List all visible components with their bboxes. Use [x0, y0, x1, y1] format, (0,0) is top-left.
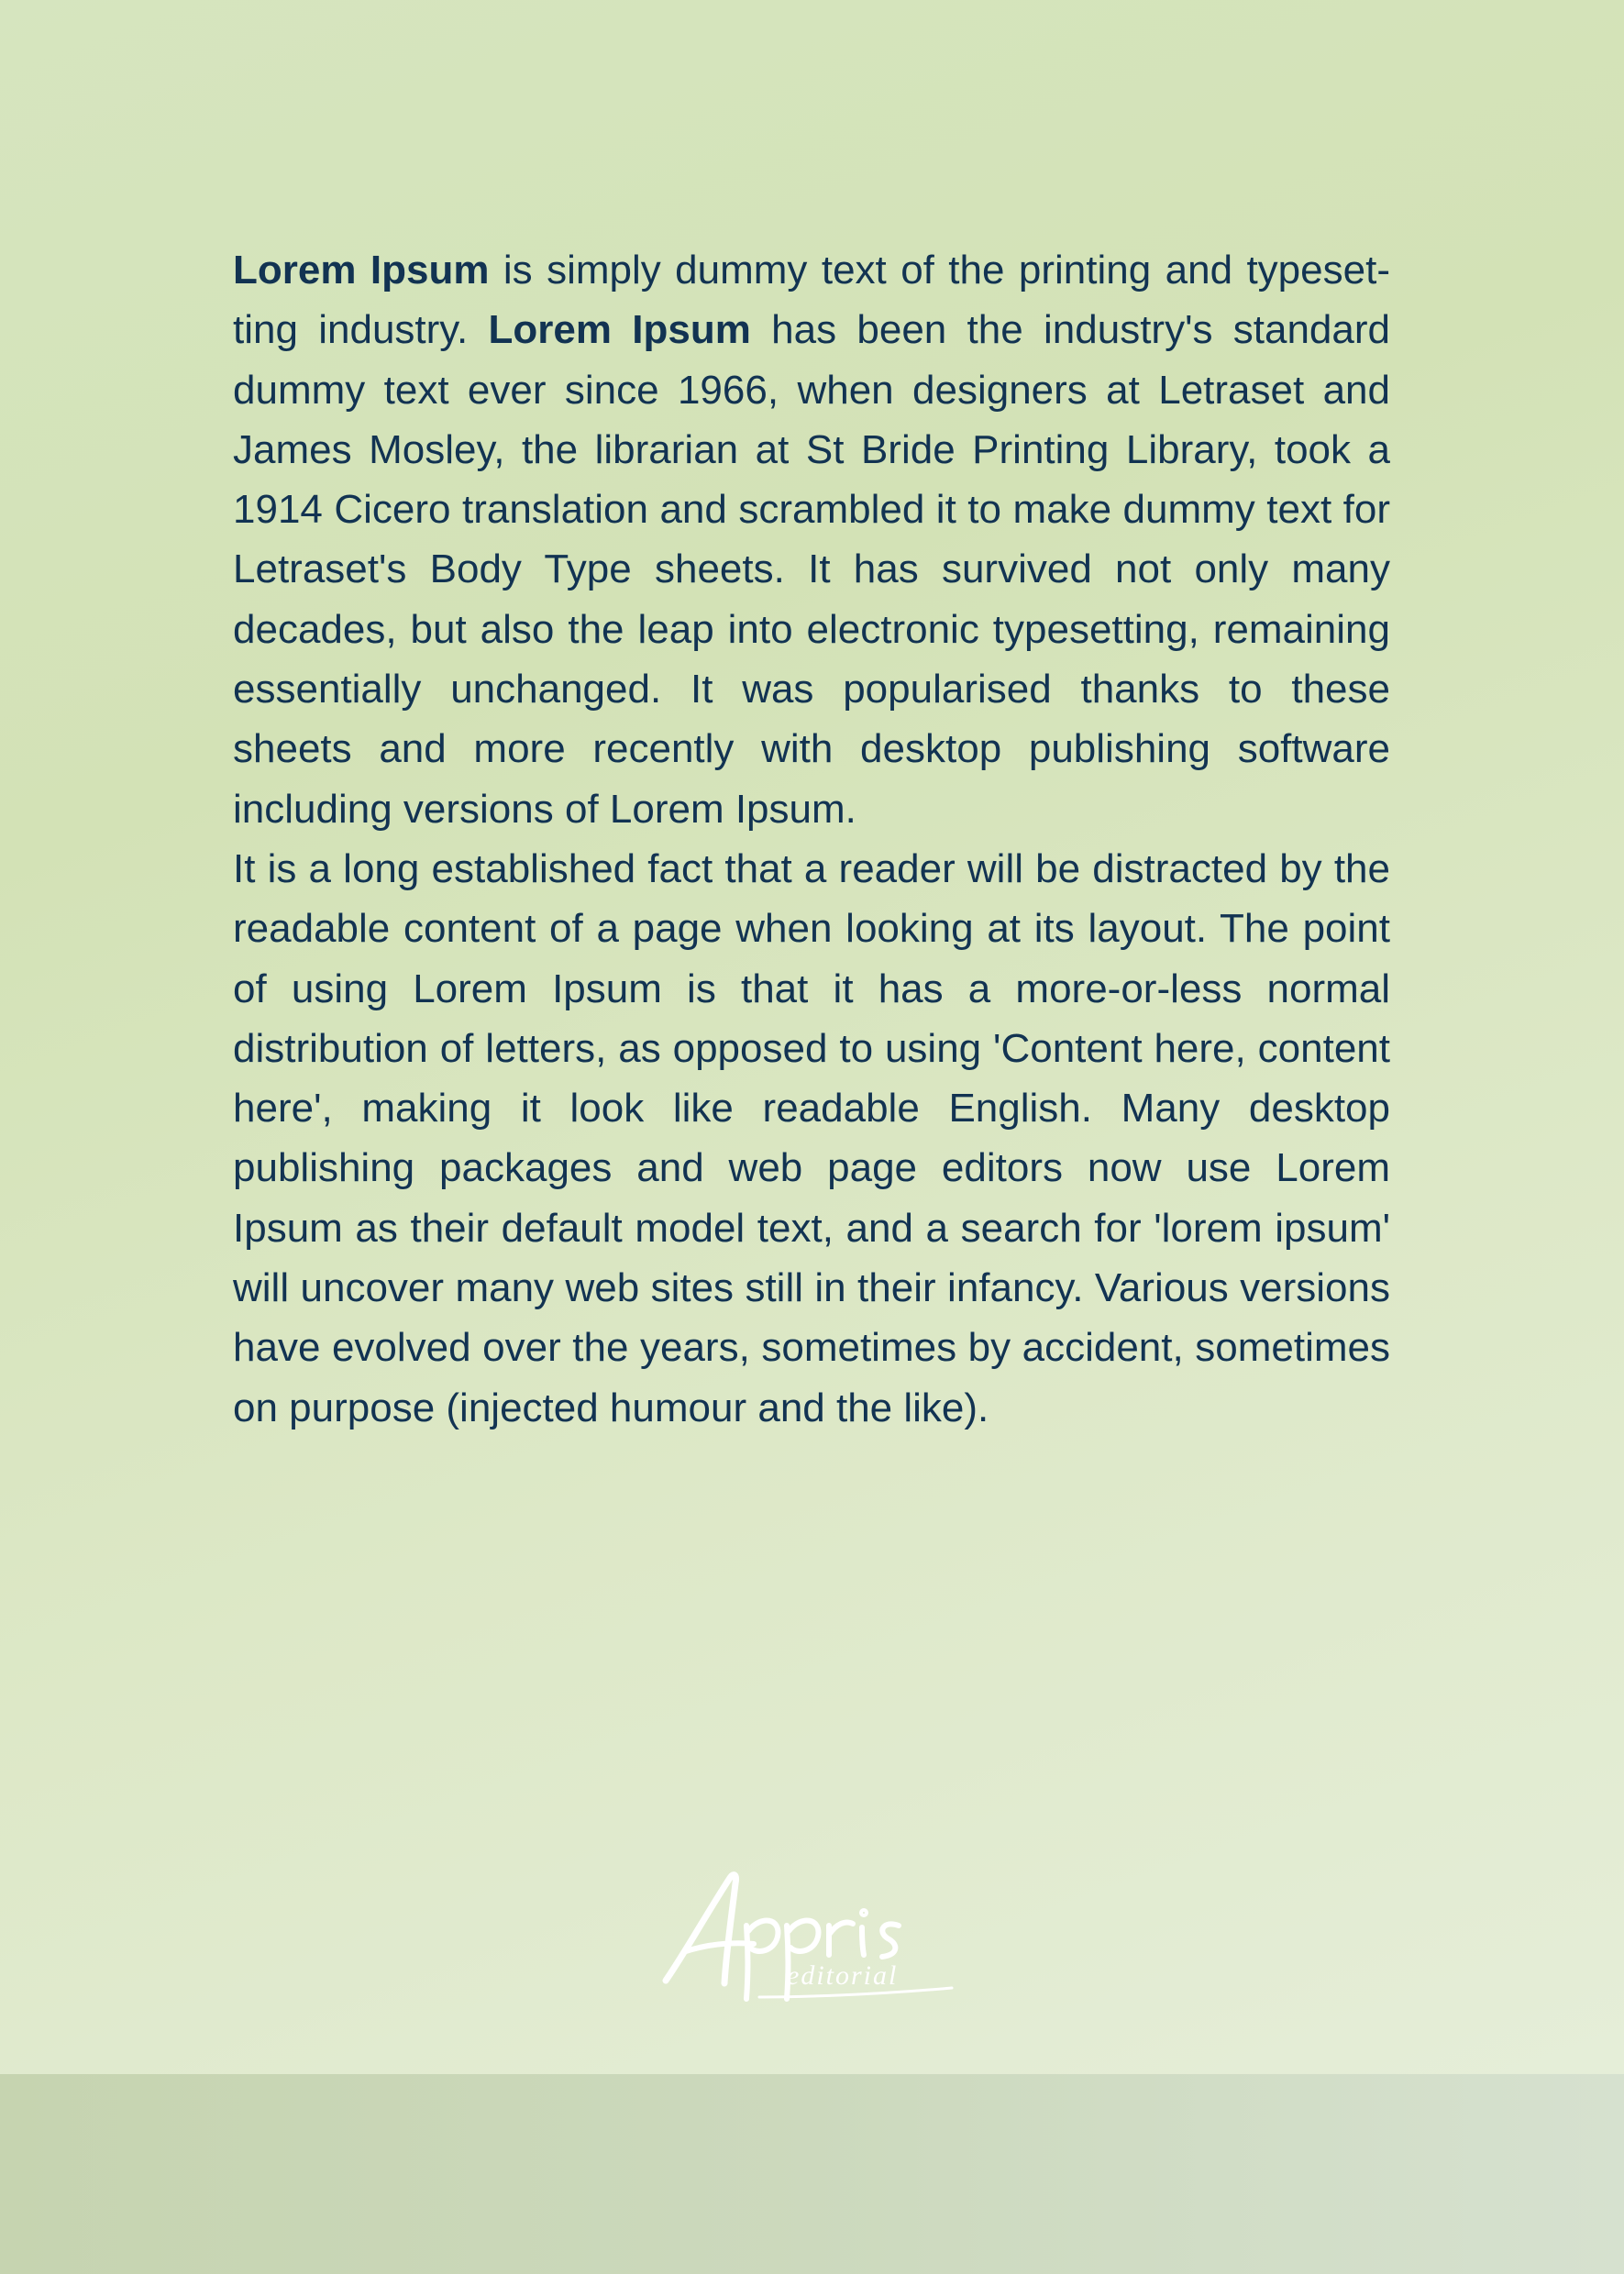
lorem-ipsum-bold-2: Lorem Ipsum [488, 307, 751, 353]
appris-editorial-logo [658, 1860, 970, 2015]
logo-subtitle-text: editorial [787, 1960, 899, 1991]
paragraph-1-text-1: is simply dummy text of the printing and typesetting industry. [233, 248, 1390, 353]
body-text [233, 240, 1390, 1438]
bottom-band [0, 2074, 1624, 2274]
logo-svg [658, 1860, 970, 2015]
paragraph-1-text-2: has been the industry's standard dummy text ever since 1966, when designers at Letraset and James Mosley, the librarian at St Bride Printing Library, took a 1914 Cicero translation and scrambled it to make dummy text for Letraset's Body Type sheets. It has survived not only many decades, but also the leap into electronic typesetting, remaining essentially unchanged. It was popularised thanks to these sheets and more recently with desktop publishing software including versions of Lorem Ipsum. [233, 307, 1390, 832]
paragraph-2: It is a long established fact that a reader will be distracted by the readable content of a page when looking at its layout. The point of using Lorem Ipsum is that it has a more-or-less normal distribution of letters, as opposed to using 'Content here, content here', making it look like readable English. Many desktop publishing packages and web page editors now use Lorem Ipsum as their default model text, and a search for 'lorem ipsum' will uncover many web sites still in their infancy. Various versions have evolved over the years, sometimes by accident, sometimes on purpose (injected humour and the like). [233, 845, 1390, 1430]
lorem-ipsum-bold-1: Lorem Ipsum [233, 248, 490, 293]
paragraph-1 [233, 240, 1390, 839]
